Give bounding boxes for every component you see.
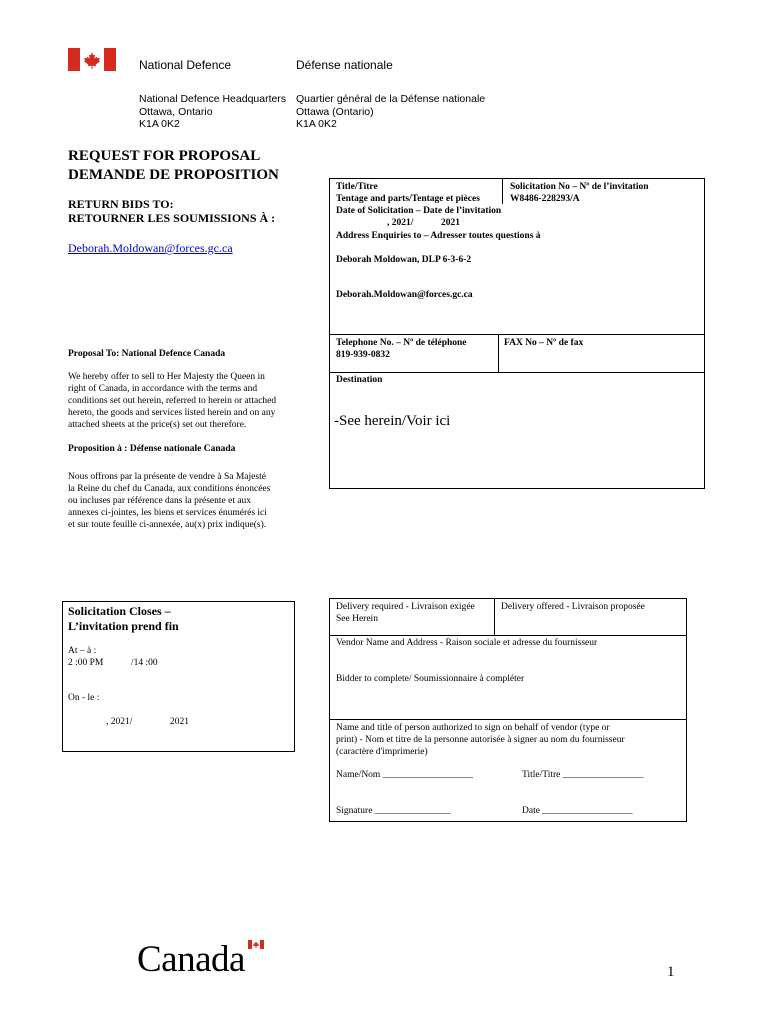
wordmark-flag-icon [248,940,264,949]
enquiries-label: Address Enquiries to – Adresser toutes questions à [336,231,541,241]
offer-line: We hereby offer to sell to Her Majesty the Queen in [68,372,265,382]
authorized-line: print) - Nom et titre de la personne autorisée à signer au nom du fournisseur [336,735,625,745]
rfp-title-fr: DEMANDE DE PROPOSITION [68,167,279,183]
address-en [139,93,286,131]
address-line: K1A 0K2 [296,118,337,130]
solicitation-no-value: W8486-228293/A [510,194,580,204]
closes-time-end: /14 :00 [131,658,158,668]
title-label: Title/Titre [336,182,378,192]
title-field[interactable]: Title/Titre _________________ [522,770,644,780]
offer-text-fr [68,471,270,531]
delivery-required-label: Delivery required - Livraison exigée [336,602,475,612]
fax-label: FAX No – Nº de fax [504,338,584,348]
vendor-box [329,598,687,822]
telephone-value: 819-939-0832 [336,350,390,360]
solicitation-closes-box [62,601,295,752]
date-of-solicitation-label: Date of Solicitation – Date de l’invitation [336,206,502,216]
dept-name-fr: Défense nationale [296,58,393,72]
offer-line: annexes ci-jointes, les biens et services énumérés ici [68,508,267,518]
offer-line: right of Canada, in accordance with the terms and [68,384,258,394]
offer-text-en [68,371,276,431]
return-bids [68,197,275,225]
address-line: Ottawa (Ontario) [296,105,374,118]
offer-line: et sur toute feuille ci-annexée, au(x) prix indique(s). [68,520,267,530]
authorized-line: (caractère d'imprimerie) [336,747,428,757]
date-field[interactable]: Date ___________________ [522,806,633,816]
canada-wordmark [137,938,272,982]
address-line: National Defence Headquarters [139,93,287,105]
return-bids-fr: RETOURNER LES SOUMISSIONS À : [68,211,276,225]
signature-field[interactable]: Signature ________________ [336,806,451,816]
destination-value: -See herein/Voir ici [334,413,451,429]
closes-time-start: 2 :00 PM [68,658,104,668]
contact-email: Deborah.Moldowan@forces.gc.ca [336,290,473,300]
address-line: Ottawa, Ontario [139,105,213,118]
destination-label: Destination [336,375,383,385]
dept-name-en: National Defence [139,58,232,72]
address-line: Quartier général de la Défense nationale [296,93,486,105]
closes-title-en: Solicitation Closes – [68,604,171,618]
offer-line: hereto, the goods and services listed herein and on any [68,408,276,418]
closes-title [68,604,179,634]
closes-at-label: At – à : [68,646,97,656]
bidder-complete-note: Bidder to complete/ Soumissionnaire à compléter [336,674,525,684]
closes-title-fr: L’invitation prend fin [68,619,179,633]
offer-line: ou incluses par référence dans la présente et aux [68,496,252,506]
offer-line: la Reine du chef du Canada, aux conditions énoncées [68,484,271,494]
rfp-title-en: REQUEST FOR PROPOSAL [68,148,261,164]
telephone-label: Telephone No. – Nº de téléphone [336,338,467,348]
address-line: K1A 0K2 [139,118,180,130]
proposal-to-en: Proposal To: National Defence Canada [68,349,226,359]
offer-line: conditions set out herein, referred to herein or attached [68,396,277,406]
contact-name: Deborah Moldowan, DLP 6-3-6-2 [336,255,472,265]
return-email-link[interactable]: Deborah.Moldowan@forces.gc.ca [68,241,233,255]
canada-wordmark-text: Canada [137,939,245,980]
address-fr [296,93,485,131]
authorized-line: Name and title of person authorized to sign on behalf of vendor (type or [336,723,610,733]
solicitation-info-box [329,178,705,489]
date-of-solicitation-value-2: 2021 [441,218,460,228]
offer-line: Nous offrons par la présente de vendre à Sa Majesté [68,472,266,482]
date-of-solicitation-value-1: , 2021/ [387,218,414,228]
title-value: Tentage and parts/Tentage et pièces [336,194,480,204]
closes-date-en: 2021 [170,717,189,727]
closes-date-fr: , 2021/ [106,717,133,727]
canada-flag-icon [68,48,116,71]
return-bids-en: RETURN BIDS TO: [68,197,174,211]
delivery-offered-label: Delivery offered - Livraison proposée [501,602,645,612]
solicitation-no-label: Solicitation No – Nº de l’invitation [510,182,649,192]
page-number: 1 [667,964,675,980]
delivery-required-value: See Herein [336,614,378,624]
closes-on-label: On - le : [68,693,100,703]
rfp-title [68,147,279,185]
vendor-name-label: Vendor Name and Address - Raison sociale et adresse du fournisseur [336,638,598,648]
offer-line: attached sheets at the price(s) set out therefore. [68,420,247,430]
authorized-person-label [336,722,625,758]
proposal-to-fr: Proposition à : Défense nationale Canada [68,444,236,454]
name-field[interactable]: Name/Nom ___________________ [336,770,473,780]
